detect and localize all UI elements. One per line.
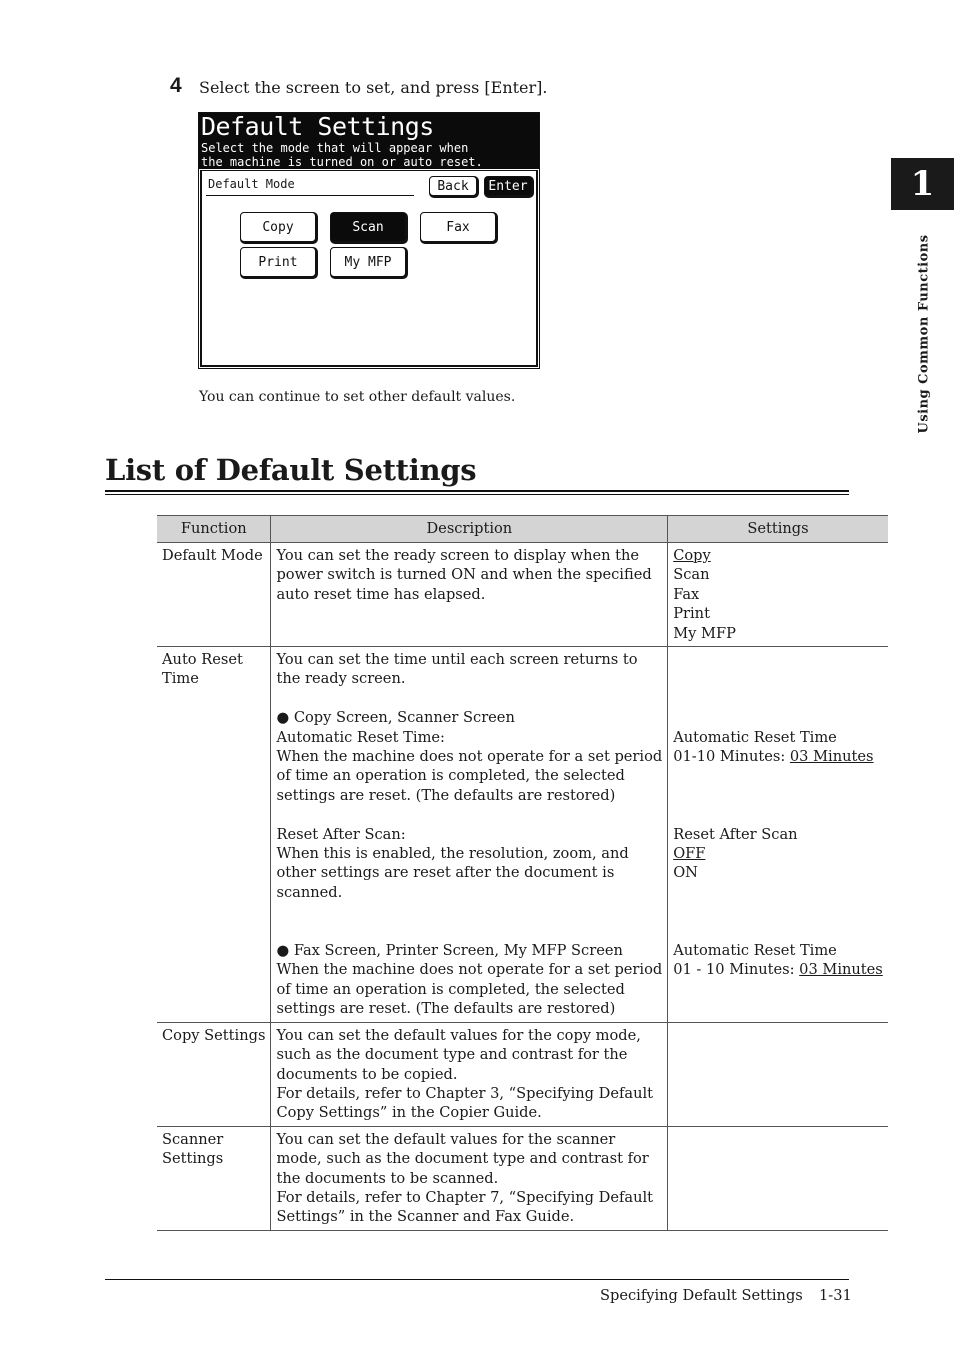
description-line: For details, refer to Chapter 3, “Specifying Default bbox=[276, 1084, 654, 1102]
description-line: such as the document type and contrast for the bbox=[276, 1046, 628, 1064]
lcd-back-button[interactable]: Back bbox=[429, 176, 477, 196]
setting-value: Print bbox=[673, 605, 710, 623]
setting-range-text: 01-10 Minutes: bbox=[673, 748, 790, 765]
setting-range bbox=[673, 747, 883, 766]
lcd-header bbox=[199, 113, 539, 169]
description-line: When the machine does not operate for a set period bbox=[276, 961, 663, 979]
lcd-screen bbox=[198, 112, 540, 369]
function-name: Settings bbox=[162, 1150, 224, 1168]
description-line: documents to be copied. bbox=[276, 1065, 458, 1083]
description-line: ● Copy Screen, Scanner Screen bbox=[276, 709, 515, 727]
description-line: You can set the default values for the scanner bbox=[276, 1130, 616, 1148]
page-number: 1-31 bbox=[819, 1287, 852, 1304]
function-name: Scanner bbox=[162, 1130, 224, 1148]
description-line: power switch is turned ON and when the specified bbox=[276, 566, 652, 584]
spacer bbox=[673, 669, 883, 688]
table-header-row bbox=[157, 516, 888, 543]
footer-rule bbox=[105, 1279, 849, 1280]
setting-default-value: OFF bbox=[673, 844, 706, 862]
setting-value: Fax bbox=[673, 585, 700, 603]
chapter-tab: 1 bbox=[891, 158, 954, 210]
description-line: You can set the default values for the copy mode, bbox=[276, 1026, 641, 1044]
cell-description bbox=[271, 1022, 668, 1126]
description-line: settings are reset. (The defaults are restored) bbox=[276, 786, 616, 804]
description-line: When the machine does not operate for a set period bbox=[276, 748, 663, 766]
cell-description bbox=[271, 647, 668, 1023]
description-line: When this is enabled, the resolution, zoom, and bbox=[276, 845, 629, 863]
lcd-subtitle-line-1: Select the mode that will appear when bbox=[201, 141, 469, 155]
header-settings: Settings bbox=[668, 516, 888, 543]
header-function: Function bbox=[157, 516, 271, 543]
chapter-side-label bbox=[908, 220, 940, 460]
table-row-auto-reset-time bbox=[157, 647, 888, 1023]
description-line: For details, refer to Chapter 7, “Specifying Default bbox=[276, 1188, 654, 1206]
description-line: scanned. bbox=[276, 883, 343, 901]
setting-label: Automatic Reset Time bbox=[673, 941, 837, 959]
spacer bbox=[673, 883, 883, 902]
lcd-fax-button[interactable]: Fax bbox=[420, 212, 496, 242]
description-line: Automatic Reset Time: bbox=[276, 728, 445, 746]
description-line: of time an operation is completed, the selected bbox=[276, 767, 625, 785]
chapter-side-label-text: Using Common Functions bbox=[916, 234, 932, 434]
function-name: Default Mode bbox=[162, 547, 263, 564]
setting-default-value: 03 Minutes bbox=[799, 961, 883, 979]
lcd-default-mode-underline bbox=[206, 195, 414, 196]
cell-function bbox=[157, 543, 271, 647]
heading-rule-thin bbox=[105, 494, 849, 495]
spacer bbox=[276, 805, 662, 824]
cell-settings bbox=[668, 647, 888, 1023]
setting-value: Scan bbox=[673, 566, 710, 584]
description-line: ● Fax Screen, Printer Screen, My MFP Screen bbox=[276, 942, 623, 960]
cell-settings bbox=[668, 543, 888, 647]
description-line: You can set the ready screen to display when the bbox=[276, 547, 640, 564]
spacer bbox=[673, 786, 883, 805]
spacer bbox=[673, 708, 883, 727]
description-line: Copy Settings” in the Copier Guide. bbox=[276, 1104, 542, 1122]
lcd-default-mode-label: Default Mode bbox=[208, 177, 295, 191]
spacer bbox=[673, 689, 883, 708]
spacer bbox=[276, 902, 662, 921]
description-line: other settings are reset after the document is bbox=[276, 864, 615, 882]
lcd-title: Default Settings bbox=[201, 112, 434, 141]
cell-description bbox=[271, 1126, 668, 1230]
lcd-enter-button[interactable]: Enter bbox=[484, 176, 532, 196]
setting-label: Automatic Reset Time bbox=[673, 728, 837, 746]
setting-default-value: Copy bbox=[673, 547, 711, 564]
cell-function bbox=[157, 1022, 271, 1126]
continue-note: You can continue to set other default values. bbox=[199, 389, 516, 405]
lcd-my-mfp-button[interactable]: My MFP bbox=[330, 247, 406, 277]
spacer bbox=[673, 902, 883, 921]
setting-value: ON bbox=[673, 864, 698, 882]
lcd-copy-button[interactable]: Copy bbox=[240, 212, 316, 242]
function-name: Time bbox=[162, 670, 199, 688]
table-row-copy-settings bbox=[157, 1022, 888, 1126]
description-line: the ready screen. bbox=[276, 670, 406, 688]
step-number: 4 bbox=[170, 74, 182, 97]
cell-settings bbox=[668, 1022, 888, 1126]
spacer bbox=[673, 650, 883, 669]
spacer bbox=[276, 922, 662, 941]
description-line: auto reset time has elapsed. bbox=[276, 585, 486, 603]
heading-rule bbox=[105, 490, 849, 492]
default-settings-table bbox=[157, 515, 888, 1231]
section-title: List of Default Settings bbox=[105, 453, 477, 487]
setting-value: My MFP bbox=[673, 624, 736, 642]
cell-description bbox=[271, 543, 668, 647]
setting-range-text: 01 - 10 Minutes: bbox=[673, 961, 800, 979]
step-instruction: Select the screen to set, and press [Enter]. bbox=[199, 78, 548, 97]
description-line: mode, such as the document type and contrast for bbox=[276, 1150, 649, 1168]
footer-section-name: Specifying Default Settings bbox=[600, 1287, 803, 1304]
spacer bbox=[673, 805, 883, 824]
lcd-subtitle-line-2: the machine is turned on or auto reset. bbox=[201, 155, 483, 169]
setting-label: Reset After Scan bbox=[673, 825, 798, 843]
setting-range bbox=[673, 960, 883, 979]
cell-function bbox=[157, 647, 271, 1023]
description-line: Settings” in the Scanner and Fax Guide. bbox=[276, 1208, 575, 1226]
lcd-body bbox=[200, 170, 538, 367]
spacer bbox=[673, 766, 883, 785]
function-name: Auto Reset bbox=[162, 651, 243, 669]
function-name: Copy Settings bbox=[162, 1026, 266, 1044]
spacer bbox=[673, 922, 883, 941]
table-row-default-mode bbox=[157, 543, 888, 647]
lcd-print-button[interactable]: Print bbox=[240, 247, 316, 277]
spacer bbox=[276, 689, 662, 708]
lcd-scan-button[interactable]: Scan bbox=[330, 212, 406, 242]
description-line: settings are reset. (The defaults are restored) bbox=[276, 1000, 616, 1018]
table-row-scanner-settings bbox=[157, 1126, 888, 1230]
description-line: of time an operation is completed, the selected bbox=[276, 980, 625, 998]
description-line: You can set the time until each screen returns to bbox=[276, 651, 638, 669]
cell-settings bbox=[668, 1126, 888, 1230]
description-line: the documents to be scanned. bbox=[276, 1169, 499, 1187]
setting-default-value: 03 Minutes bbox=[789, 748, 874, 765]
header-description: Description bbox=[271, 516, 668, 543]
description-line: Reset After Scan: bbox=[276, 825, 406, 843]
cell-function bbox=[157, 1126, 271, 1230]
